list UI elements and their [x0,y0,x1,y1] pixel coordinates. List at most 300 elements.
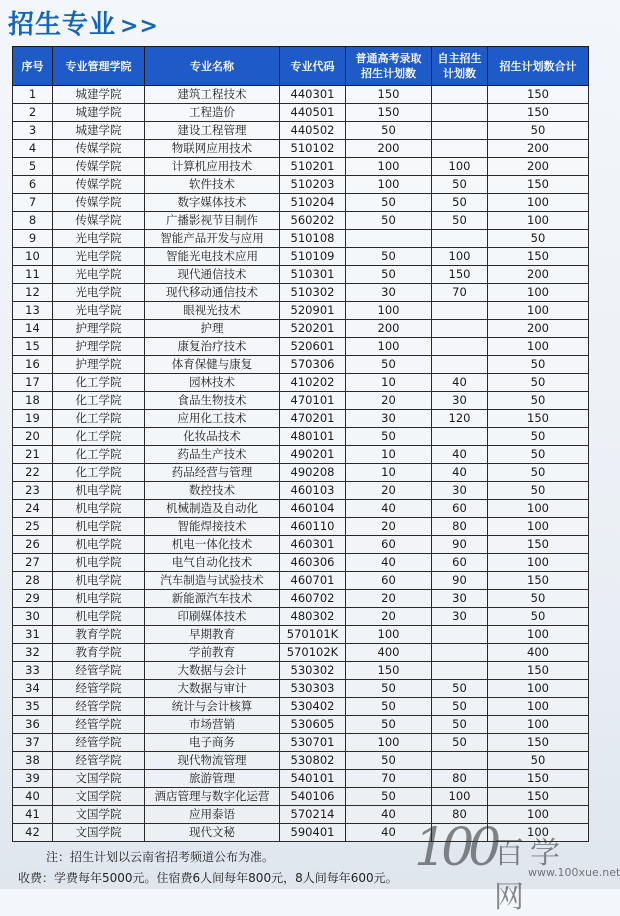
table-cell: 2 [13,104,53,122]
watermark-logo-icon: 100 [414,818,496,878]
table-cell: 教育学院 [53,626,145,644]
table-cell: 470101 [280,392,346,410]
table-cell: 印刷媒体技术 [145,608,280,626]
table-cell: 经管学院 [53,698,145,716]
table-cell: 建筑工程技术 [145,86,280,104]
enrollment-table [12,46,589,842]
table-cell: 35 [13,698,53,716]
table-cell: 100 [488,806,589,824]
table-header-cell: 普通高考录取 招生计划数 [346,47,432,86]
table-cell: 15 [13,338,53,356]
table-cell: 智能光电技术应用 [145,248,280,266]
table-cell: 520201 [280,320,346,338]
watermark-url: www.100xue.net [528,866,620,879]
table-cell: 100 [346,734,432,752]
table-cell: 光电学院 [53,284,145,302]
table-cell: 50 [346,698,432,716]
table-cell: 20 [346,518,432,536]
table-cell: 光电学院 [53,230,145,248]
table-cell: 康复治疗技术 [145,338,280,356]
table-cell [432,320,488,338]
table-cell: 80 [432,770,488,788]
table-cell: 市场营销 [145,716,280,734]
table-cell: 50 [488,482,589,500]
table-cell: 50 [432,194,488,212]
table-cell: 50 [488,428,589,446]
table-row [13,482,589,500]
table-cell: 40 [346,824,432,842]
table-cell: 50 [488,230,589,248]
table-cell: 药品生产技术 [145,446,280,464]
table-cell: 化工学院 [53,410,145,428]
table-cell: 200 [488,158,589,176]
table-cell: 40 [346,554,432,572]
table-cell: 应用化工技术 [145,410,280,428]
table-cell: 光电学院 [53,266,145,284]
table-cell: 21 [13,446,53,464]
table-row [13,104,589,122]
table-cell: 传媒学院 [53,212,145,230]
table-cell [432,662,488,680]
table-cell: 100 [488,680,589,698]
table-cell [432,356,488,374]
table-cell: 40 [432,446,488,464]
table-cell: 31 [13,626,53,644]
table-cell: 50 [432,212,488,230]
table-cell: 100 [488,212,589,230]
table-cell: 50 [346,752,432,770]
table-cell: 100 [346,302,432,320]
table-cell: 工程造价 [145,104,280,122]
table-row [13,194,589,212]
table-cell [432,338,488,356]
table-cell: 150 [488,86,589,104]
table-cell: 100 [488,284,589,302]
table-cell: 30 [432,608,488,626]
table-row [13,320,589,338]
table-header-row [13,47,589,86]
table-cell: 70 [346,770,432,788]
table-cell: 530701 [280,734,346,752]
table-cell: 100 [488,716,589,734]
table-cell: 120 [432,410,488,428]
table-row [13,356,589,374]
table-cell: 文国学院 [53,788,145,806]
table-cell: 20 [346,392,432,410]
table-row [13,446,589,464]
table-cell: 410202 [280,374,346,392]
table-body [13,86,589,842]
table-cell: 3 [13,122,53,140]
table-cell: 机电学院 [53,536,145,554]
table-row [13,338,589,356]
table-cell: 200 [488,266,589,284]
table-cell: 100 [346,176,432,194]
table-cell: 40 [346,806,432,824]
table-cell: 200 [346,320,432,338]
table-cell: 510102 [280,140,346,158]
table-header-cell: 招生计划数合计 [488,47,589,86]
table-cell: 机电学院 [53,590,145,608]
table-cell: 440502 [280,122,346,140]
table-row [13,608,589,626]
table-cell: 护理学院 [53,356,145,374]
table-cell: 50 [488,122,589,140]
table-cell: 现代文秘 [145,824,280,842]
table-cell: 新能源汽车技术 [145,590,280,608]
table-cell: 30 [13,608,53,626]
table-cell: 150 [488,104,589,122]
table-cell: 20 [346,590,432,608]
table-cell: 20 [346,482,432,500]
table-cell: 7 [13,194,53,212]
table-cell: 19 [13,410,53,428]
table-row [13,788,589,806]
table-cell: 100 [488,338,589,356]
table-cell: 光电学院 [53,302,145,320]
table-cell [346,230,432,248]
table-cell: 400 [488,644,589,662]
table-cell: 560202 [280,212,346,230]
table-cell: 物联网应用技术 [145,140,280,158]
table-cell: 经管学院 [53,662,145,680]
table-cell: 30 [432,590,488,608]
table-cell: 37 [13,734,53,752]
table-cell: 520901 [280,302,346,320]
table-cell: 智能产品开发与应用 [145,230,280,248]
table-cell: 530402 [280,698,346,716]
table-cell: 50 [432,176,488,194]
table-cell: 40 [13,788,53,806]
table-cell: 9 [13,230,53,248]
table-cell: 11 [13,266,53,284]
table-cell: 460110 [280,518,346,536]
table-cell: 文国学院 [53,806,145,824]
table-cell: 23 [13,482,53,500]
table-row [13,680,589,698]
table-row [13,500,589,518]
table-cell [432,104,488,122]
table-cell: 50 [346,122,432,140]
table-cell: 城建学院 [53,104,145,122]
table-cell: 570306 [280,356,346,374]
table-cell: 50 [488,608,589,626]
table-cell: 480302 [280,608,346,626]
table-cell: 护理学院 [53,338,145,356]
table-cell: 化工学院 [53,374,145,392]
table-cell: 26 [13,536,53,554]
table-cell: 50 [432,716,488,734]
table-cell: 530302 [280,662,346,680]
table-row [13,464,589,482]
table-cell: 530605 [280,716,346,734]
table-cell: 计算机应用技术 [145,158,280,176]
table-cell: 100 [488,518,589,536]
table-cell: 60 [346,572,432,590]
table-row [13,644,589,662]
table-row [13,626,589,644]
table-cell: 1 [13,86,53,104]
table-cell: 13 [13,302,53,320]
watermark [410,812,620,915]
table-cell: 城建学院 [53,122,145,140]
table-cell: 50 [488,752,589,770]
table-cell: 现代移动通信技术 [145,284,280,302]
table-cell: 10 [346,446,432,464]
table-cell: 40 [432,464,488,482]
table-cell: 化工学院 [53,446,145,464]
table-cell: 200 [488,320,589,338]
table-cell: 150 [488,176,589,194]
watermark-text: 百学网 [494,836,566,915]
table-cell: 440501 [280,104,346,122]
table-cell: 50 [346,356,432,374]
table-cell: 食品生物技术 [145,392,280,410]
table-cell: 100 [432,248,488,266]
table-cell: 大数据与会计 [145,662,280,680]
table-cell: 经管学院 [53,716,145,734]
table-cell: 电子商务 [145,734,280,752]
table-cell: 510203 [280,176,346,194]
table-row [13,518,589,536]
table-cell: 460301 [280,536,346,554]
table-cell: 应用泰语 [145,806,280,824]
table-cell: 510301 [280,266,346,284]
table-cell: 30 [346,284,432,302]
table-row [13,410,589,428]
table-cell: 480101 [280,428,346,446]
table-cell: 90 [432,572,488,590]
table-cell: 60 [346,536,432,554]
table-cell: 智能焊接技术 [145,518,280,536]
table-cell: 大数据与审计 [145,680,280,698]
table-cell: 传媒学院 [53,176,145,194]
table-header-cell: 专业代码 [280,47,346,86]
table-row [13,554,589,572]
table-cell: 经管学院 [53,680,145,698]
table-cell: 100 [432,158,488,176]
table-row [13,752,589,770]
table-cell: 10 [346,374,432,392]
table-cell: 150 [488,248,589,266]
table-cell: 广播影视节目制作 [145,212,280,230]
table-header-cell: 序号 [13,47,53,86]
table-row [13,770,589,788]
table-cell [432,428,488,446]
table-cell: 520601 [280,338,346,356]
table-cell: 24 [13,500,53,518]
table-cell: 60 [432,500,488,518]
table-cell: 36 [13,716,53,734]
table-cell: 5 [13,158,53,176]
table-cell: 150 [488,662,589,680]
table-cell: 现代物流管理 [145,752,280,770]
table-cell: 100 [488,302,589,320]
table-cell: 50 [346,212,432,230]
table-cell: 22 [13,464,53,482]
table-cell: 150 [488,536,589,554]
table-cell: 12 [13,284,53,302]
table-cell: 50 [488,446,589,464]
table-row [13,248,589,266]
table-cell: 经管学院 [53,734,145,752]
table-cell: 490201 [280,446,346,464]
table-cell: 传媒学院 [53,158,145,176]
table-cell: 100 [488,824,589,842]
table-cell: 传媒学院 [53,140,145,158]
table-cell: 80 [432,518,488,536]
table-cell: 32 [13,644,53,662]
table-cell: 机电学院 [53,554,145,572]
table-cell: 经管学院 [53,752,145,770]
table-cell: 护理 [145,320,280,338]
table-cell: 460702 [280,590,346,608]
table-cell: 软件技术 [145,176,280,194]
table-cell: 150 [346,662,432,680]
table-header-cell: 自主招生 计划数 [432,47,488,86]
table-row [13,662,589,680]
table-cell: 39 [13,770,53,788]
table-cell: 440301 [280,86,346,104]
table-cell: 510302 [280,284,346,302]
table-cell: 酒店管理与数字化运营 [145,788,280,806]
table-row [13,428,589,446]
table-cell: 16 [13,356,53,374]
table-cell: 机电学院 [53,482,145,500]
table-cell: 化工学院 [53,428,145,446]
table-cell: 100 [488,554,589,572]
table-cell: 50 [346,194,432,212]
table-cell: 光电学院 [53,248,145,266]
table-cell: 510201 [280,158,346,176]
table-cell: 590401 [280,824,346,842]
table-cell: 570214 [280,806,346,824]
table-cell: 470201 [280,410,346,428]
table-cell: 现代通信技术 [145,266,280,284]
table-cell: 机电学院 [53,500,145,518]
table-cell: 17 [13,374,53,392]
table-row [13,122,589,140]
table-row [13,302,589,320]
table-cell: 50 [346,716,432,734]
page-title [8,4,159,38]
table-cell: 530802 [280,752,346,770]
table-row [13,176,589,194]
table-cell: 100 [488,500,589,518]
table-cell: 50 [488,374,589,392]
table-cell: 传媒学院 [53,194,145,212]
table-cell: 化工学院 [53,464,145,482]
table-cell [432,644,488,662]
table-cell: 50 [346,788,432,806]
table-cell: 540106 [280,788,346,806]
table-cell: 机电学院 [53,572,145,590]
table-cell [432,302,488,320]
table-cell: 机电一体化技术 [145,536,280,554]
table-cell: 510204 [280,194,346,212]
table-cell: 540101 [280,770,346,788]
table-cell: 80 [432,806,488,824]
fee-info: 收费：学费每年5000元。住宿费6人间每年800元，8人间每年600元。 [18,871,398,885]
table-cell: 100 [488,698,589,716]
table-cell: 570101K [280,626,346,644]
table-cell: 27 [13,554,53,572]
table-header-cell: 专业名称 [145,47,280,86]
table-cell: 100 [346,338,432,356]
table-cell: 150 [432,266,488,284]
table-row [13,374,589,392]
table-cell: 药品经营与管理 [145,464,280,482]
table-cell: 460701 [280,572,346,590]
table-cell: 42 [13,824,53,842]
table-cell: 50 [488,590,589,608]
table-cell: 150 [488,734,589,752]
table-cell: 100 [488,194,589,212]
table-row [13,734,589,752]
table-cell: 28 [13,572,53,590]
table-row [13,590,589,608]
table-cell: 33 [13,662,53,680]
table-cell: 18 [13,392,53,410]
table-cell: 40 [432,374,488,392]
table-cell: 100 [346,158,432,176]
table-cell: 化妆品技术 [145,428,280,446]
table-row [13,716,589,734]
table-cell: 50 [488,356,589,374]
table-cell: 机电学院 [53,518,145,536]
table-cell: 4 [13,140,53,158]
table-cell: 50 [488,464,589,482]
table-cell: 510109 [280,248,346,266]
table-cell: 150 [346,86,432,104]
table-cell: 园林技术 [145,374,280,392]
table-row [13,158,589,176]
table-cell: 10 [346,464,432,482]
table-cell: 460104 [280,500,346,518]
table-cell: 50 [346,428,432,446]
table-cell: 40 [346,500,432,518]
table-cell: 60 [432,554,488,572]
table-row [13,140,589,158]
table-row [13,536,589,554]
table-cell: 护理学院 [53,320,145,338]
table-cell: 25 [13,518,53,536]
table-cell: 50 [432,734,488,752]
table-cell: 汽车制造与试验技术 [145,572,280,590]
table-row [13,212,589,230]
table-cell: 150 [346,104,432,122]
table-cell: 150 [488,410,589,428]
table-cell [432,752,488,770]
table-cell: 29 [13,590,53,608]
table-cell: 400 [346,644,432,662]
table-cell: 机械制造及自动化 [145,500,280,518]
footer-note: 注：招生计划以云南省招考频道公布为准。 [46,850,275,864]
table-cell [432,122,488,140]
table-cell: 化工学院 [53,392,145,410]
table-cell: 30 [346,410,432,428]
table-cell: 20 [13,428,53,446]
table-cell: 数字媒体技术 [145,194,280,212]
table-cell: 50 [432,680,488,698]
table-cell: 510108 [280,230,346,248]
table-cell: 50 [488,392,589,410]
table-cell: 教育学院 [53,644,145,662]
table-cell: 旅游管理 [145,770,280,788]
table-cell [432,626,488,644]
table-cell: 眼视光技术 [145,302,280,320]
table-row [13,698,589,716]
